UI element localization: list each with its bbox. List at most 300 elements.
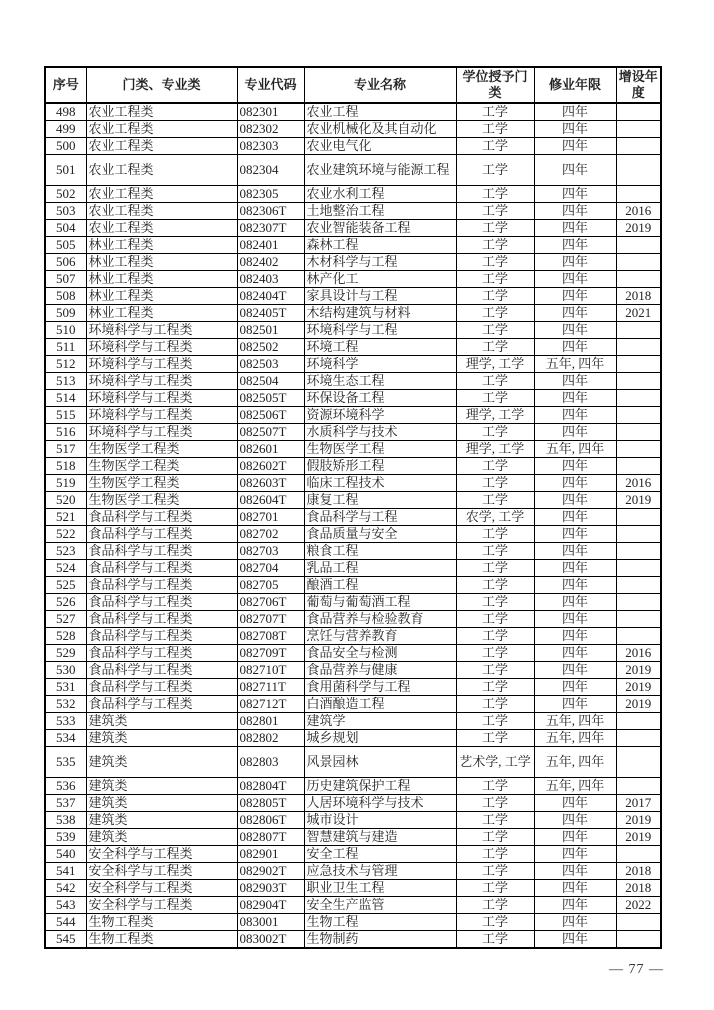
category-cell: 林业工程类 — [86, 288, 237, 305]
year-added-cell — [616, 747, 661, 778]
degree-category-cell: 工学 — [456, 577, 534, 594]
major-code-cell: 082301 — [237, 103, 304, 121]
major-code-cell: 082801 — [237, 713, 304, 730]
major-name-cell: 环境工程 — [304, 339, 456, 356]
header-major-name: 专业名称 — [304, 67, 456, 103]
year-added-cell — [616, 577, 661, 594]
study-years-cell: 五年, 四年 — [534, 356, 616, 373]
table-row — [45, 322, 661, 339]
year-added-cell — [616, 424, 661, 441]
category-cell: 环境科学与工程类 — [86, 373, 237, 390]
study-years-cell: 五年, 四年 — [534, 778, 616, 795]
table-row — [45, 897, 661, 914]
major-code-cell: 082710T — [237, 662, 304, 679]
category-cell: 安全科学与工程类 — [86, 897, 237, 914]
major-name-cell: 森林工程 — [304, 237, 456, 254]
row-number-cell: 541 — [45, 863, 86, 880]
degree-category-cell: 工学 — [456, 696, 534, 713]
study-years-cell: 四年 — [534, 560, 616, 577]
category-cell: 建筑类 — [86, 812, 237, 829]
study-years-cell: 四年 — [534, 812, 616, 829]
row-number-cell: 523 — [45, 543, 86, 560]
table-row — [45, 339, 661, 356]
table-row — [45, 778, 661, 795]
major-code-cell: 082701 — [237, 509, 304, 526]
degree-category-cell: 工学 — [456, 288, 534, 305]
table-row — [45, 611, 661, 628]
major-code-cell: 082302 — [237, 121, 304, 138]
major-name-cell: 农业机械化及其自动化 — [304, 121, 456, 138]
table-row — [45, 509, 661, 526]
degree-category-cell: 工学 — [456, 305, 534, 322]
row-number-cell: 517 — [45, 441, 86, 458]
table-row — [45, 186, 661, 203]
year-added-cell: 2019 — [616, 220, 661, 237]
degree-category-cell: 理学, 工学 — [456, 407, 534, 424]
major-code-cell: 082601 — [237, 441, 304, 458]
row-number-cell: 532 — [45, 696, 86, 713]
major-code-cell: 082805T — [237, 795, 304, 812]
degree-category-cell: 工学 — [456, 373, 534, 390]
category-cell: 生物工程类 — [86, 931, 237, 949]
major-name-cell: 资源环境科学 — [304, 407, 456, 424]
major-code-cell: 083001 — [237, 914, 304, 931]
study-years-cell: 四年 — [534, 645, 616, 662]
major-name-cell: 酿酒工程 — [304, 577, 456, 594]
major-name-cell: 职业卫生工程 — [304, 880, 456, 897]
study-years-cell: 四年 — [534, 679, 616, 696]
row-number-cell: 542 — [45, 880, 86, 897]
major-code-cell: 082305 — [237, 186, 304, 203]
year-added-cell — [616, 322, 661, 339]
row-number-cell: 512 — [45, 356, 86, 373]
majors-table — [44, 66, 662, 949]
category-cell: 建筑类 — [86, 795, 237, 812]
study-years-cell: 四年 — [534, 543, 616, 560]
degree-category-cell: 工学 — [456, 897, 534, 914]
row-number-cell: 502 — [45, 186, 86, 203]
table-row — [45, 560, 661, 577]
major-name-cell: 农业水利工程 — [304, 186, 456, 203]
study-years-cell: 四年 — [534, 138, 616, 155]
table-row — [45, 713, 661, 730]
category-cell: 林业工程类 — [86, 271, 237, 288]
major-name-cell: 乳品工程 — [304, 560, 456, 577]
major-code-cell: 083002T — [237, 931, 304, 949]
degree-category-cell: 工学 — [456, 645, 534, 662]
major-code-cell: 082904T — [237, 897, 304, 914]
row-number-cell: 529 — [45, 645, 86, 662]
study-years-cell: 四年 — [534, 424, 616, 441]
major-name-cell: 智慧建筑与建造 — [304, 829, 456, 846]
year-added-cell — [616, 373, 661, 390]
page-number: — 77 — — [609, 962, 664, 977]
table-row — [45, 121, 661, 138]
degree-category-cell: 工学 — [456, 628, 534, 645]
row-number-cell: 509 — [45, 305, 86, 322]
category-cell: 食品科学与工程类 — [86, 594, 237, 611]
category-cell: 农业工程类 — [86, 103, 237, 121]
year-added-cell — [616, 271, 661, 288]
year-added-cell — [616, 254, 661, 271]
major-code-cell: 082806T — [237, 812, 304, 829]
category-cell: 环境科学与工程类 — [86, 322, 237, 339]
degree-category-cell: 工学 — [456, 390, 534, 407]
major-name-cell: 建筑学 — [304, 713, 456, 730]
row-number-cell: 518 — [45, 458, 86, 475]
table-row — [45, 458, 661, 475]
category-cell: 农业工程类 — [86, 203, 237, 220]
major-name-cell: 食品质量与安全 — [304, 526, 456, 543]
major-name-cell: 木结构建筑与材料 — [304, 305, 456, 322]
study-years-cell: 四年 — [534, 373, 616, 390]
degree-category-cell: 工学 — [456, 103, 534, 121]
major-code-cell: 082707T — [237, 611, 304, 628]
major-name-cell: 应急技术与管理 — [304, 863, 456, 880]
table-row — [45, 305, 661, 322]
study-years-cell: 五年, 四年 — [534, 747, 616, 778]
study-years-cell: 四年 — [534, 795, 616, 812]
table-row — [45, 696, 661, 713]
category-cell: 林业工程类 — [86, 237, 237, 254]
major-code-cell: 082401 — [237, 237, 304, 254]
major-name-cell: 白酒酿造工程 — [304, 696, 456, 713]
year-added-cell: 2016 — [616, 203, 661, 220]
study-years-cell: 四年 — [534, 846, 616, 863]
row-number-cell: 511 — [45, 339, 86, 356]
row-number-cell: 498 — [45, 103, 86, 121]
degree-category-cell: 工学 — [456, 812, 534, 829]
degree-category-cell: 工学 — [456, 713, 534, 730]
table-row — [45, 390, 661, 407]
year-added-cell — [616, 458, 661, 475]
category-cell: 食品科学与工程类 — [86, 679, 237, 696]
table-row — [45, 155, 661, 186]
major-code-cell: 082704 — [237, 560, 304, 577]
year-added-cell — [616, 441, 661, 458]
study-years-cell: 四年 — [534, 829, 616, 846]
row-number-cell: 526 — [45, 594, 86, 611]
header-major-code: 专业代码 — [237, 67, 304, 103]
major-code-cell: 082307T — [237, 220, 304, 237]
category-cell: 生物医学工程类 — [86, 441, 237, 458]
table-row — [45, 730, 661, 747]
table-row — [45, 594, 661, 611]
category-cell: 建筑类 — [86, 747, 237, 778]
row-number-cell: 515 — [45, 407, 86, 424]
category-cell: 建筑类 — [86, 730, 237, 747]
major-name-cell: 食品科学与工程 — [304, 509, 456, 526]
table-row — [45, 829, 661, 846]
major-code-cell: 082303 — [237, 138, 304, 155]
table-row — [45, 373, 661, 390]
year-added-cell — [616, 560, 661, 577]
major-code-cell: 082602T — [237, 458, 304, 475]
degree-category-cell: 艺术学, 工学 — [456, 747, 534, 778]
degree-category-cell: 工学 — [456, 931, 534, 949]
major-code-cell: 082501 — [237, 322, 304, 339]
study-years-cell: 四年 — [534, 390, 616, 407]
table-row — [45, 543, 661, 560]
category-cell: 食品科学与工程类 — [86, 560, 237, 577]
major-name-cell: 水质科学与技术 — [304, 424, 456, 441]
table-header — [45, 67, 661, 103]
year-added-cell: 2021 — [616, 305, 661, 322]
header-row-number: 序号 — [45, 67, 86, 103]
year-added-cell: 2019 — [616, 492, 661, 509]
major-name-cell: 安全工程 — [304, 846, 456, 863]
major-code-cell: 082804T — [237, 778, 304, 795]
major-code-cell: 082604T — [237, 492, 304, 509]
table-row — [45, 662, 661, 679]
category-cell: 食品科学与工程类 — [86, 543, 237, 560]
degree-category-cell: 工学 — [456, 795, 534, 812]
table-row — [45, 747, 661, 778]
major-name-cell: 食用菌科学与工程 — [304, 679, 456, 696]
major-code-cell: 082506T — [237, 407, 304, 424]
major-code-cell: 082603T — [237, 475, 304, 492]
row-number-cell: 503 — [45, 203, 86, 220]
row-number-cell: 514 — [45, 390, 86, 407]
row-number-cell: 508 — [45, 288, 86, 305]
row-number-cell: 499 — [45, 121, 86, 138]
row-number-cell: 516 — [45, 424, 86, 441]
major-name-cell: 环境科学 — [304, 356, 456, 373]
table-body — [45, 103, 661, 948]
row-number-cell: 545 — [45, 931, 86, 949]
category-cell: 安全科学与工程类 — [86, 846, 237, 863]
degree-category-cell: 工学 — [456, 560, 534, 577]
major-code-cell: 082711T — [237, 679, 304, 696]
major-name-cell: 葡萄与葡萄酒工程 — [304, 594, 456, 611]
study-years-cell: 四年 — [534, 220, 616, 237]
category-cell: 环境科学与工程类 — [86, 390, 237, 407]
row-number-cell: 534 — [45, 730, 86, 747]
major-name-cell: 农业智能装备工程 — [304, 220, 456, 237]
row-number-cell: 510 — [45, 322, 86, 339]
major-code-cell: 082405T — [237, 305, 304, 322]
degree-category-cell: 工学 — [456, 829, 534, 846]
degree-category-cell: 工学 — [456, 254, 534, 271]
major-code-cell: 082507T — [237, 424, 304, 441]
table-row — [45, 679, 661, 696]
row-number-cell: 519 — [45, 475, 86, 492]
major-code-cell: 082709T — [237, 645, 304, 662]
category-cell: 环境科学与工程类 — [86, 424, 237, 441]
year-added-cell — [616, 407, 661, 424]
year-added-cell — [616, 356, 661, 373]
major-name-cell: 假肢矫形工程 — [304, 458, 456, 475]
category-cell: 食品科学与工程类 — [86, 611, 237, 628]
category-cell: 环境科学与工程类 — [86, 356, 237, 373]
study-years-cell: 四年 — [534, 931, 616, 949]
row-number-cell: 543 — [45, 897, 86, 914]
category-cell: 食品科学与工程类 — [86, 577, 237, 594]
year-added-cell — [616, 526, 661, 543]
major-code-cell: 082712T — [237, 696, 304, 713]
major-name-cell: 土地整治工程 — [304, 203, 456, 220]
category-cell: 食品科学与工程类 — [86, 696, 237, 713]
category-cell: 安全科学与工程类 — [86, 863, 237, 880]
row-number-cell: 539 — [45, 829, 86, 846]
study-years-cell: 四年 — [534, 897, 616, 914]
major-code-cell: 082706T — [237, 594, 304, 611]
degree-category-cell: 工学 — [456, 730, 534, 747]
major-name-cell: 林产化工 — [304, 271, 456, 288]
year-added-cell — [616, 778, 661, 795]
degree-category-cell: 工学 — [456, 475, 534, 492]
study-years-cell: 四年 — [534, 155, 616, 186]
major-name-cell: 烹饪与营养教育 — [304, 628, 456, 645]
table-row — [45, 931, 661, 949]
major-code-cell: 082807T — [237, 829, 304, 846]
table-row — [45, 475, 661, 492]
degree-category-cell: 工学 — [456, 424, 534, 441]
table-row — [45, 645, 661, 662]
category-cell: 农业工程类 — [86, 138, 237, 155]
degree-category-cell: 工学 — [456, 778, 534, 795]
table-row — [45, 863, 661, 880]
row-number-cell: 528 — [45, 628, 86, 645]
degree-category-cell: 工学 — [456, 594, 534, 611]
degree-category-cell: 工学 — [456, 914, 534, 931]
major-code-cell: 082304 — [237, 155, 304, 186]
degree-category-cell: 工学 — [456, 526, 534, 543]
table-row — [45, 846, 661, 863]
degree-category-cell: 工学 — [456, 611, 534, 628]
year-added-cell — [616, 237, 661, 254]
category-cell: 建筑类 — [86, 829, 237, 846]
degree-category-cell: 工学 — [456, 237, 534, 254]
study-years-cell: 四年 — [534, 322, 616, 339]
study-years-cell: 四年 — [534, 458, 616, 475]
table-row — [45, 577, 661, 594]
study-years-cell: 四年 — [534, 407, 616, 424]
table-row — [45, 138, 661, 155]
major-name-cell: 风景园林 — [304, 747, 456, 778]
study-years-cell: 四年 — [534, 594, 616, 611]
category-cell: 环境科学与工程类 — [86, 339, 237, 356]
table-row — [45, 103, 661, 121]
degree-category-cell: 工学 — [456, 339, 534, 356]
major-name-cell: 木材科学与工程 — [304, 254, 456, 271]
year-added-cell — [616, 509, 661, 526]
row-number-cell: 520 — [45, 492, 86, 509]
major-code-cell: 082502 — [237, 339, 304, 356]
major-code-cell: 082703 — [237, 543, 304, 560]
study-years-cell: 四年 — [534, 914, 616, 931]
table-row — [45, 356, 661, 373]
header-degree-category: 学位授予门类 — [456, 67, 534, 103]
degree-category-cell: 农学, 工学 — [456, 509, 534, 526]
table-row — [45, 203, 661, 220]
major-code-cell: 082901 — [237, 846, 304, 863]
row-number-cell: 538 — [45, 812, 86, 829]
study-years-cell: 四年 — [534, 863, 616, 880]
row-number-cell: 524 — [45, 560, 86, 577]
degree-category-cell: 工学 — [456, 880, 534, 897]
row-number-cell: 505 — [45, 237, 86, 254]
degree-category-cell: 工学 — [456, 492, 534, 509]
header-category: 门类、专业类 — [86, 67, 237, 103]
row-number-cell: 527 — [45, 611, 86, 628]
year-added-cell: 2018 — [616, 863, 661, 880]
table-header-row — [45, 67, 661, 103]
degree-category-cell: 工学 — [456, 679, 534, 696]
table-row — [45, 407, 661, 424]
degree-category-cell: 工学 — [456, 543, 534, 560]
table-row — [45, 424, 661, 441]
category-cell: 生物工程类 — [86, 914, 237, 931]
study-years-cell: 四年 — [534, 880, 616, 897]
degree-category-cell: 工学 — [456, 203, 534, 220]
year-added-cell: 2019 — [616, 812, 661, 829]
degree-category-cell: 工学 — [456, 155, 534, 186]
year-added-cell: 2016 — [616, 645, 661, 662]
major-name-cell: 农业工程 — [304, 103, 456, 121]
major-name-cell: 生物工程 — [304, 914, 456, 931]
year-added-cell: 2019 — [616, 696, 661, 713]
major-name-cell: 食品营养与健康 — [304, 662, 456, 679]
year-added-cell: 2019 — [616, 662, 661, 679]
study-years-cell: 四年 — [534, 121, 616, 138]
table-row — [45, 880, 661, 897]
row-number-cell: 544 — [45, 914, 86, 931]
major-name-cell: 环境生态工程 — [304, 373, 456, 390]
study-years-cell: 四年 — [534, 203, 616, 220]
major-code-cell: 082903T — [237, 880, 304, 897]
major-name-cell: 食品安全与检测 — [304, 645, 456, 662]
year-added-cell — [616, 914, 661, 931]
table-row — [45, 812, 661, 829]
year-added-cell — [616, 713, 661, 730]
category-cell: 农业工程类 — [86, 155, 237, 186]
table-row — [45, 526, 661, 543]
major-name-cell: 食品营养与检验教育 — [304, 611, 456, 628]
year-added-cell: 2018 — [616, 880, 661, 897]
year-added-cell — [616, 339, 661, 356]
study-years-cell: 四年 — [534, 509, 616, 526]
study-years-cell: 五年, 四年 — [534, 730, 616, 747]
category-cell: 食品科学与工程类 — [86, 526, 237, 543]
year-added-cell: 2016 — [616, 475, 661, 492]
row-number-cell: 536 — [45, 778, 86, 795]
category-cell: 环境科学与工程类 — [86, 407, 237, 424]
degree-category-cell: 理学, 工学 — [456, 441, 534, 458]
table-row — [45, 237, 661, 254]
major-code-cell: 082708T — [237, 628, 304, 645]
study-years-cell: 五年, 四年 — [534, 713, 616, 730]
row-number-cell: 540 — [45, 846, 86, 863]
year-added-cell: 2022 — [616, 897, 661, 914]
major-code-cell: 082705 — [237, 577, 304, 594]
header-study-years: 修业年限 — [534, 67, 616, 103]
degree-category-cell: 工学 — [456, 271, 534, 288]
table-row — [45, 441, 661, 458]
year-added-cell — [616, 155, 661, 186]
major-code-cell: 082505T — [237, 390, 304, 407]
major-code-cell: 082902T — [237, 863, 304, 880]
year-added-cell — [616, 931, 661, 949]
row-number-cell: 533 — [45, 713, 86, 730]
year-added-cell — [616, 138, 661, 155]
category-cell: 生物医学工程类 — [86, 492, 237, 509]
category-cell: 建筑类 — [86, 778, 237, 795]
study-years-cell: 四年 — [534, 103, 616, 121]
major-name-cell: 家具设计与工程 — [304, 288, 456, 305]
category-cell: 林业工程类 — [86, 305, 237, 322]
study-years-cell: 四年 — [534, 254, 616, 271]
